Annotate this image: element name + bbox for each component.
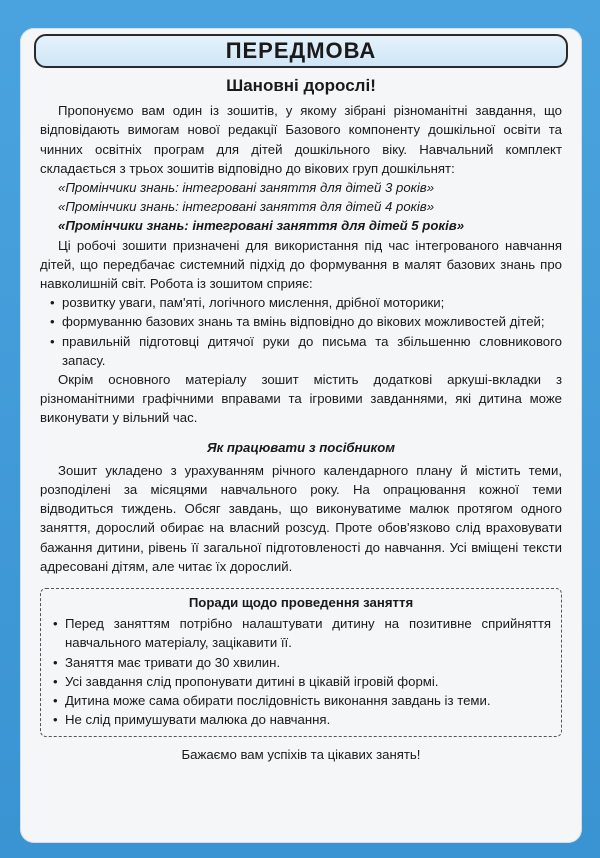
list-item: • Заняття має тривати до 30 хвилин. [51,653,551,672]
list-item: • правильній підготовці дитячої руки до письма та збільшенню словникового запасу. [40,332,562,370]
page-title: ПЕРЕДМОВА [225,38,377,63]
purpose-paragraph: Ці робочі зошити призначені для використання під час інтегрованого навчання дітей, що передбачає системний підхід до формування в малят базових знань про навколишній світ. Робота із зошитом сприяє: [40,237,562,292]
how-to-paragraph: Зошит укладено з урахуванням річного календарного плану й містить теми, розподілені за місяцями навчального року. На опрацювання кожної теми відводиться тиждень. Обсяг завдань, що виконуватиме малюк протягом одного заняття, дорослий обирає на власний розсуд. Проте обов'язково слід враховувати бажання дитини, рівень її загальної підготовленості до навчання. Усі вміщені тексти адресовані дітям, але читає їх дорослий. [40,462,562,574]
preface-content [40,76,562,764]
list-item: • Дитина може сама обирати послідовність виконання завдань із теми. [51,691,551,710]
intro-paragraph: Пропонуємо вам один із зошитів, у якому зібрані різноманітні завдання, що відповідають вимогам нової редакції Базового компоненту дошкільної освіти та чинних освітніх програм для дітей дошкільного віку. Навчальний комплект складається з трьох зошитів відповідно до вікових груп дошкільнят: [40,103,562,176]
how-to-heading: Як працювати з посібником [206,439,396,455]
series-item: «Промінчики знань: інтегровані заняття для дітей 3 років» [58,180,435,196]
benefits-list [40,293,562,370]
title-banner [34,34,568,68]
tips-list [51,614,551,729]
tips-heading: Поради щодо проведення заняття [188,595,414,611]
list-item: • Не слід примушувати малюка до навчання. [51,710,551,729]
extra-paragraph: Окрім основного матеріалу зошит містить додаткові аркуші-вкладки з різноманітними графічними вправами та ігровими завданнями, які дитина може виконувати у вільний час. [40,372,562,426]
tips-box [40,588,562,736]
list-item: • формуванню базових знань та вмінь відповідно до вікових можливостей дітей; [40,312,562,331]
list-item: • розвитку уваги, пам'яті, логічного мислення, дрібної моторики; [40,293,562,312]
series-item: «Промінчики знань: інтегровані заняття для дітей 4 років» [58,199,435,215]
closing-line: Бажаємо вам успіхів та цікавих занять! [181,746,421,762]
list-item: • Перед заняттям потрібно налаштувати дитину на позитивне сприйняття навчального матеріалу, зацікавити її. [51,614,551,652]
greeting-heading: Шановні дорослі! [226,76,376,95]
series-item-current: «Промінчики знань: інтегровані заняття для дітей 5 років» [58,218,465,234]
list-item: • Усі завдання слід пропонувати дитині в цікавій ігровій формі. [51,672,551,691]
